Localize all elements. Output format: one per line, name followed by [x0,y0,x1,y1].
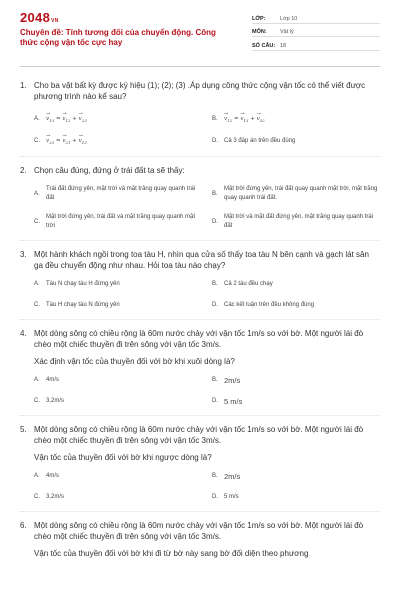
option-letter: C. [34,302,40,309]
divider [20,156,380,157]
question-stem [20,80,380,102]
meta-key: MÔN: [252,29,267,35]
question-number: 1. [20,81,27,90]
options [34,280,380,310]
meta-row-class [252,12,380,24]
divider [20,240,380,241]
meta-row-count [252,39,380,51]
meta-key: SỐ CÂU: [252,42,276,49]
options [34,111,380,147]
question-6 [20,520,380,559]
page-header [0,0,400,62]
option-letter: C. [34,398,40,405]
question-2 [20,165,380,231]
option-a[interactable] [34,376,202,385]
question-4 [20,328,380,406]
option-text: Cả 3 đáp án trên đều đúng [224,138,296,145]
option-text: 2m/s [224,376,241,386]
options [34,376,380,406]
option-text: 2m/s [224,472,241,482]
option-b[interactable] [212,472,380,481]
question-text: Một hành khách ngồi trong toa tàu H, nhìn qua cửa số thấy toa tàu N bên cạnh và gạch lát sân ga đều chuyển động như nhau. Hỏi toa tàu nào chạy? [34,250,369,271]
question-number: 5. [20,425,27,435]
option-letter: D. [212,494,218,501]
formula: v → $_{23}$ = v → $_{21}$ + v → $_{13}$ [46,133,87,146]
option-a[interactable] [34,111,202,125]
option-text: Tàu N chạy tàu H đứng yên [46,281,120,288]
question-list [20,80,380,559]
question-text: Một dòng sông có chiều rộng là 60m nước chảy với vận tốc 1m/s so với bờ. Một người lái đò chèo một chiếc thuyền đi trên sông với vận tốc 3m/s. [34,521,364,542]
option-a[interactable] [34,472,202,481]
question-text: Chọn câu đúng, đứng ở trái đất ta sẽ thấy: [34,166,185,176]
option-text: 5 m/s [224,494,239,501]
meta-row-subject [252,26,380,38]
option-letter: A. [34,116,40,122]
option-b[interactable] [212,280,380,289]
question-subtext: Xác định vận tốc của thuyền đối với bờ khi xuôi dòng là? [34,357,235,367]
question-text: Cho ba vật bất kỳ được ký hiệu (1); (2); (3) .Áp dụng công thức cộng vận tốc có thể viết được phương trình nào kể sau? [34,81,366,101]
option-c[interactable] [34,301,202,310]
option-letter: B. [212,473,218,480]
question-subtext: Vận tốc của thuyền đối với bờ khi ngược dòng là? [34,453,212,463]
divider [20,319,380,320]
option-letter: C. [34,494,40,501]
question-1 [20,80,380,147]
option-d[interactable] [212,301,380,310]
question-stem [20,165,380,176]
option-d[interactable] [212,397,380,406]
option-d[interactable] [212,213,380,231]
site-logo[interactable]: 2048VN [20,10,59,25]
question-subtext: Vận tốc của thuyền đối với bờ khi đi từ bờ này sang bờ đối diện theo phương [34,549,309,559]
option-letter: C. [34,218,40,225]
meta-value: Vật lý [280,29,294,35]
option-letter: D. [212,218,218,225]
option-letter: D. [212,138,218,145]
option-c[interactable] [34,133,202,147]
option-d[interactable] [212,137,380,147]
question-number: 6. [20,521,27,531]
question-stem [20,249,380,271]
option-letter: A. [34,281,40,288]
question-3 [20,249,380,310]
question-stem [20,424,380,446]
option-letter: B. [212,377,218,384]
option-letter: B. [212,281,218,288]
option-text: Mặt trời đứng yên, trái đất và mặt trăng quay quanh mặt trời [46,214,196,230]
option-letter: B. [212,190,218,197]
question-text: Một dòng sông có chiều rộng là 60m nước chảy với vận tốc 1m/s so với bờ. Một người lái đò chèo một chiếc thuyền đi trên sông với vận tốc 3m/s. [34,425,364,446]
question-number: 4. [20,329,27,339]
topic-title: Chuyên đề: Tính tương đối của chuyển động. Công thức cộng vận tốc cực hay [20,28,216,47]
option-text: 4m/s [46,377,60,384]
option-text: Trái đất đứng yên, mặt trời và mặt trăng quay quanh trái đất [46,186,196,202]
divider [20,511,380,512]
option-letter: A. [34,377,40,384]
formula: v → $_{13}$ = v → $_{12}$ + v → $_{23}$ [46,111,87,124]
option-a[interactable] [34,185,202,203]
divider [20,415,380,416]
option-b[interactable] [212,185,380,203]
option-a[interactable] [34,280,202,289]
option-text: 3,2m/s [46,494,65,501]
question-stem [20,328,380,350]
option-c[interactable] [34,397,202,406]
question-number: 3. [20,250,27,260]
options [34,472,380,502]
question-text: Một dòng sông có chiều rộng là 60m nước chảy với vận tốc 1m/s so với bờ. Một người lái đò chèo một chiếc thuyền đi trên sông với vận tốc 3m/s. [34,329,364,350]
option-c[interactable] [34,213,202,231]
question-stem [20,520,380,542]
option-text: Cả 2 tàu đều chạy [224,281,273,288]
meta-key: LỚP: [252,15,266,22]
meta-table [252,12,380,53]
option-text: 3,2m/s [46,398,65,405]
option-b[interactable] [212,111,380,125]
option-text: Các kết luận trên đều không đúng [224,302,315,309]
option-letter: D. [212,398,218,405]
option-text: 4m/s [46,473,60,480]
option-c[interactable] [34,493,202,502]
option-d[interactable] [212,493,380,502]
options [34,185,380,231]
option-text: Mặt trời và mặt đất đứng yên, mặt trăng quay quanh trái đất [224,214,374,230]
question-number: 2. [20,166,27,176]
option-text: 5 m/s [224,397,243,407]
option-letter: C. [34,138,40,145]
option-b[interactable] [212,376,380,385]
meta-value: Lớp 10 [280,15,298,22]
option-text: Tàu H chạy tàu N đứng yên [46,302,120,309]
option-text: Mặt trời đứng yên, trái đất quay quanh mặt trời, mặt trăng quay quanh trái đất. [224,186,378,202]
option-letter: A. [34,190,40,197]
header-divider [20,66,380,67]
option-letter: B. [212,116,218,122]
option-letter: A. [34,473,40,480]
meta-value: 18 [280,42,287,49]
formula: v → $_{12}$ = v → $_{13}$ + v → $_{32}$ [224,111,265,124]
option-letter: D. [212,302,218,309]
question-5 [20,424,380,502]
